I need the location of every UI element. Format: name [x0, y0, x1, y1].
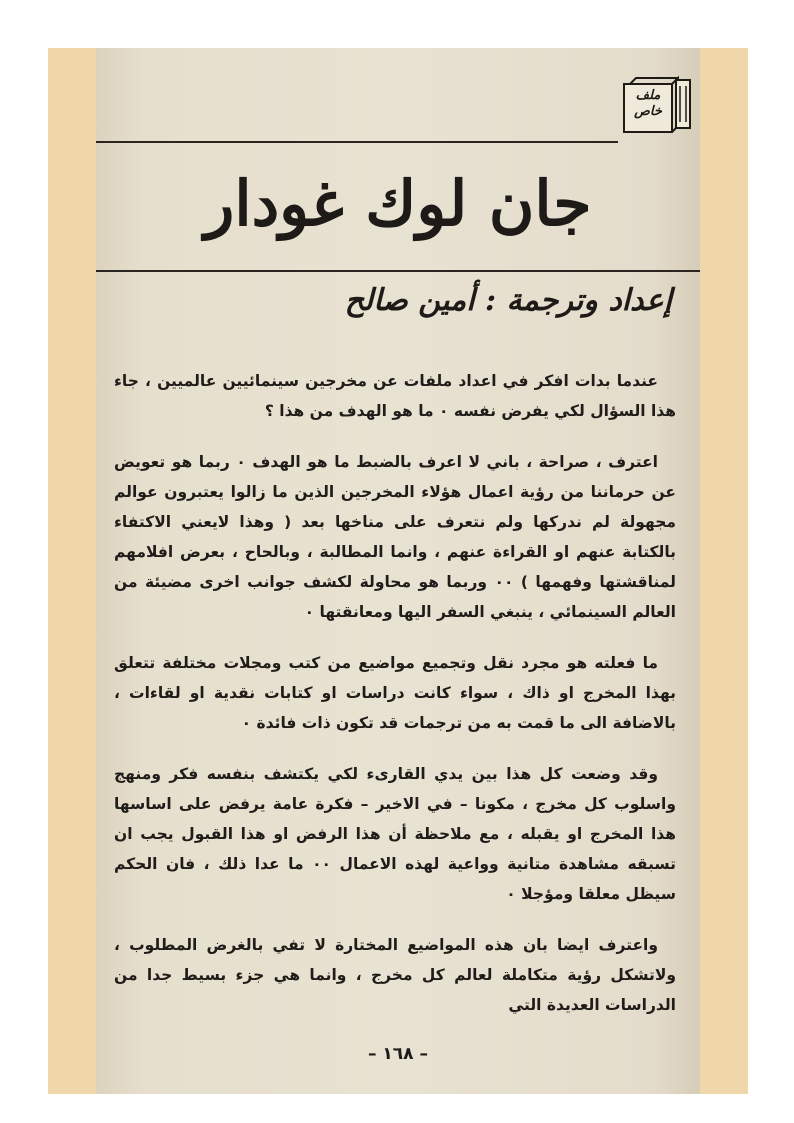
article-title: جان لوك غودار: [204, 167, 592, 240]
scanned-page-background: [48, 48, 748, 1094]
paragraph: عندما بدات افكر في اعداد ملفات عن مخرجين سينمائيين عالميين ، جاء هذا السؤال لكي يفرض نفسه ٠ ما هو الهدف من هذا ؟: [114, 372, 676, 420]
book-page: [96, 48, 700, 1094]
article-byline: إعداد وترجمة : أمين صالح: [344, 283, 672, 318]
paragraph: اعترف ، صراحة ، باني لا اعرف بالضبط ما هو الهدف ٠ ربما هو تعويض عن حرماننا من رؤية اعمال هؤلاء المخرجين الذين ما زالوا يعتبرون عوالم مجهولة لم ندركها ولم نتعرف على مناخها بعد ( وهذا لايعني الاكتفاء بالكتابة عنهم او القراءة عنهم ، وانما المطالبة ، وبالحاح ، بعرض افلامهم لمناقشتها وفهمها ) ٠٠ وربما هو محاولة لكشف جوانب اخرى مضيئة من العالم السينمائي ، ينبغي السفر اليها ومعانقتها ٠: [114, 453, 676, 621]
section-label: ملف خاص: [634, 88, 662, 119]
article-body: [114, 366, 676, 1041]
section-folder-badge: [620, 74, 694, 134]
paragraph: وقد وضعت كل هذا بين يدي القارىء لكي يكتشف بنفسه فكر ومنهج واسلوب كل مخرج ، مكونا – في الاخير – فكرة عامة يرفض على اساسها هذا المخرج او يقبله ، مع ملاحظة أن هذا الرفض او هذا القبول يجب ان تسبقه مشاهدة متانية وواعية لهذه الاعمال ٠٠ ما عدا ذلك ، فان الحكم سيظل معلقا ومؤجلا ٠: [114, 765, 676, 903]
paragraph: واعترف ايضا بان هذه المواضيع المختارة لا تفي بالغرض المطلوب ، ولاتشكل رؤية متكاملة لعالم كل مخرج ، وانما هي جزء بسيط جدا من الدراسات العديدة التي: [114, 936, 676, 1014]
top-rule: [96, 141, 618, 143]
title-rule: [96, 270, 700, 272]
page-number: – ١٦٨ –: [368, 1044, 428, 1064]
paragraph: ما فعلته هو مجرد نقل وتجميع مواضيع من كتب ومجلات مختلفة تتعلق بهذا المخرج او ذاك ، سواء كانت دراسات او كتابات نقدية او لقاءات ، بالاضافة الى ما قمت به من ترجمات قد تكون ذات فائدة ٠: [114, 654, 676, 732]
